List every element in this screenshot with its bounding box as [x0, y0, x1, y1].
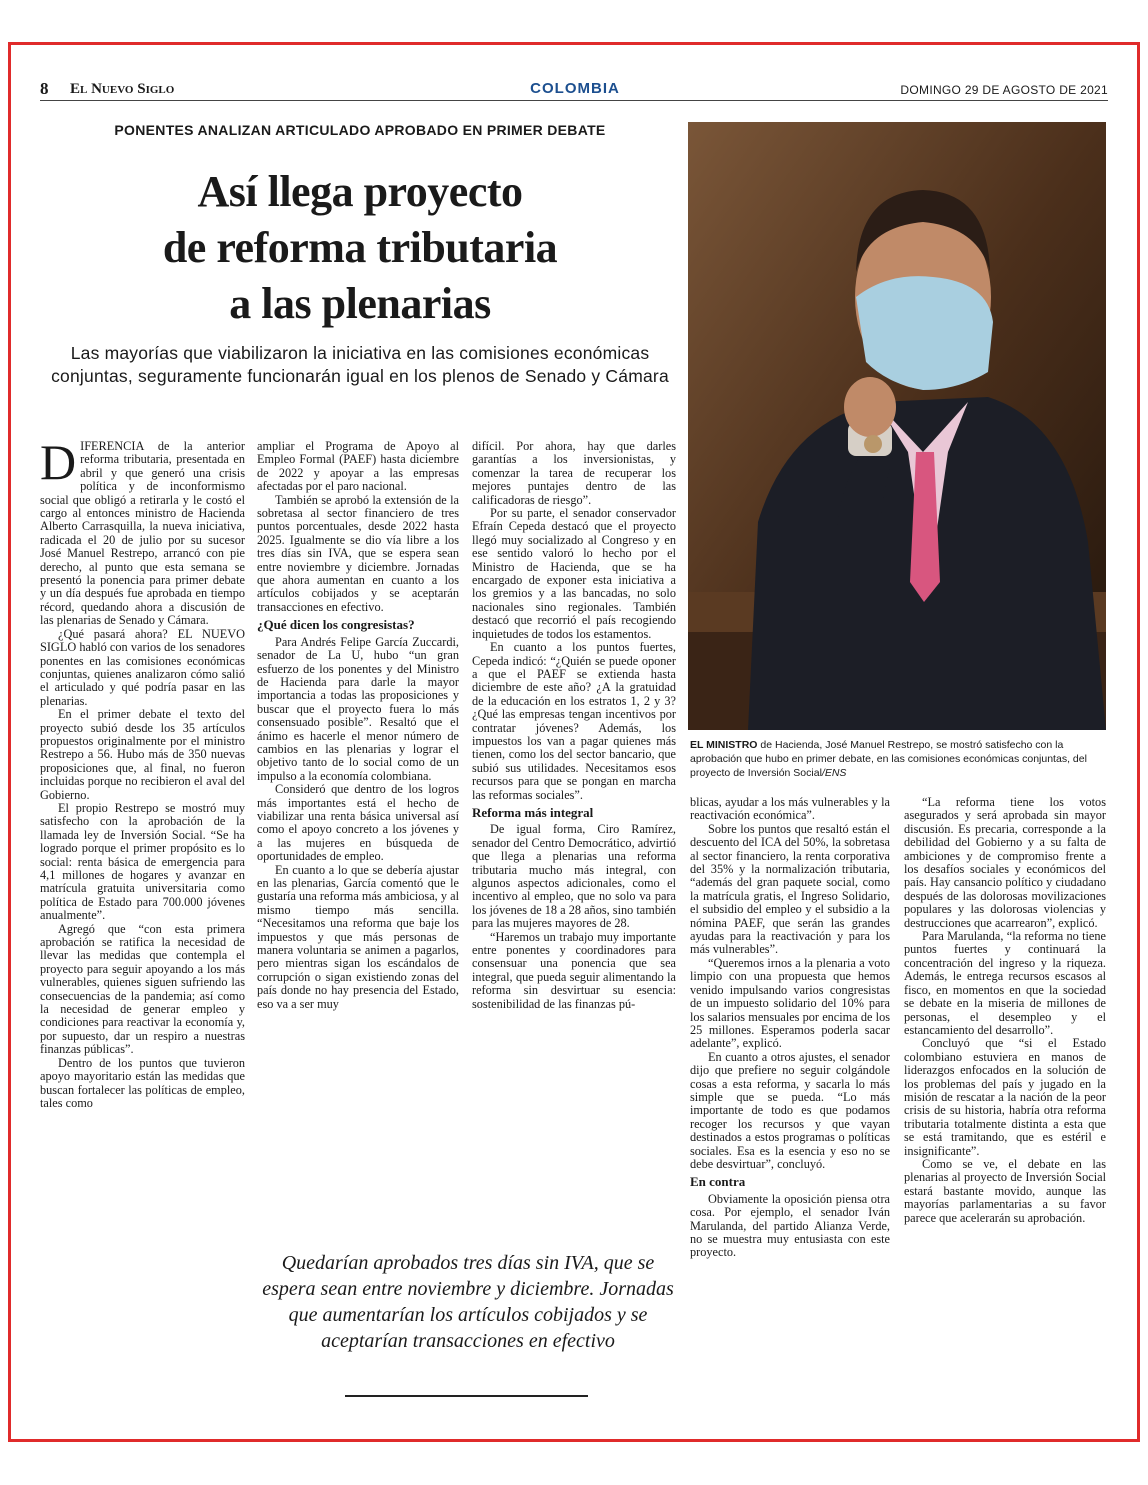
pull-quote: Quedarían aprobados tres días sin IVA, que se espera sean entre noviembre y diciembre. Jornadas que aumentarían los artículos cobijados y se aceptarían transacciones en efectivo [262, 1252, 674, 1352]
caption-text: de Hacienda, José Manuel Restrepo, se mostró satisfecho con la aprobación que hubo en primer debate, en las comisiones económicas conjuntas, del proyecto de Inversión Social [690, 739, 1087, 779]
body-paragraph: difícil. Por ahora, hay que darles garantías a los inversionistas, y comenzar la tarea de recuperar los mejores puntajes dentro de las calificadoras de riesgo”. [472, 439, 676, 507]
body-paragraph: Concluyó que “si el Estado colombiano estuviera en manos de liderazgos enfocados en la solución de los problemas del país y jugado en la misión de rescatar a la nación de la peor crisis de su historia, habría otra reforma tributaria totalmente distinta a esta que se está tramitando, que es estéril e insignificante”. [904, 1036, 1106, 1158]
body-paragraph: Sobre los puntos que resaltó están el descuento del ICA del 50%, la sobretasa al sector financiero, la renta corporativa del 35% y la normalización tributaria, “además del gran paquete social, como la matrícula gratis, el Ingreso Solidario, el subsidio del empleo y el subsidio a la nómina PAEF, que serán las grandes ayudas para la reactivación y para los más vulnerables”. [690, 821, 890, 957]
photo-credit: /ENS [821, 767, 847, 779]
body-paragraph: También se aprobó la extensión de la sobretasa al sector financiero de tres puntos porcentuales, desde 2022 hasta 2025. Igualmente se dio vía libre a los tres días sin IVA, que se espera sean entre noviembre y diciembre. Jornadas que ahora aumentan en cuanto a los artículos cobijados y se aceptarán transacciones en efectivo. [257, 492, 459, 614]
headline-line: Así llega proyecto [197, 167, 523, 216]
body-paragraph: Para Andrés Felipe García Zuccardi, senador de La U, hubo “un gran esfuerzo de los ponentes y del Ministro de Hacienda para darle la mayor importancia a todas las proposiciones y buscar que el proyecto fuera lo más consensuado posible”. Resaltó que el ánimo es hacerle el menor número de cambios en las plenarias y lograr el objetivo tanto de lo social como de un impulso a la economía colombiana. [257, 634, 459, 783]
photo-illustration [688, 122, 1106, 730]
article-column-2 [257, 440, 459, 1011]
body-paragraph: Como se ve, el debate en las plenarias al proyecto de Inversión Social estará bastante movido, aunque las mayorías parlamentarias a su favor parece que acelerarán su aprobación. [904, 1156, 1106, 1225]
drop-cap: D [40, 434, 77, 490]
article-column-1 [40, 434, 245, 1110]
minister-photo [688, 122, 1106, 730]
body-paragraph: ampliar el Programa de Apoyo al Empleo Formal (PAEF) hasta diciembre de 2022 y apoyar a las empresas afectadas por el paro nacional. [257, 439, 459, 494]
body-paragraph: En cuanto a otros ajustes, el senador dijo que prefiere no seguir colgándole cosas a esta reforma, y sacarla lo más simple que se pueda. “Lo más importante de todo es que podamos recoger los recursos y que vayan destinados a estos programas o políticas sociales. Esa es la esencia y eso no se debe desvirtuar”, concluyó. [690, 1049, 890, 1171]
body-paragraph: blicas, ayudar a los más vulnerables y la reactivación económica”. [690, 795, 890, 823]
issue-date: DOMINGO 29 DE AGOSTO DE 2021 [900, 83, 1108, 97]
newspaper-name: El Nuevo Siglo [70, 81, 175, 97]
photo-caption [690, 738, 1104, 780]
body-paragraph: Por su parte, el senador conservador Efraín Cepeda destacó que el proyecto llegó muy socializado al Congreso y en ese sentido valoró lo hecho por el Ministro de Hacienda, que se ha encargado de exponer esta iniciativa a los gremios y a las bancadas, no solo nacionales sino regionales. También destacó que recorrió el país recogiendo inquietudes de todos los estamentos. [472, 506, 676, 641]
body-paragraph: DIFERENCIA de la anterior reforma tributaria, presentada en abril y que generó una crisis política y de inconformismo social que obligó a retirarla y le costó el cargo al entonces ministro de Hacienda Alberto Carrasquilla, la nueva iniciativa, radicada el 20 de julio por su sucesor José Manuel Restrepo, arrancó con pie derecho, al punto que esta semana se presentó la ponencia para primer debate y un día después fue aprobada en tiempo récord, quedando ahora a discusión de las plenarias de Senado y Cámara. [40, 434, 245, 628]
body-paragraph: “La reforma tiene los votos asegurados y será aprobada sin mayor discusión. Es precaria, corresponde a la debilidad del Gobierno y a su falta de ambiciones y de compromiso frente a los desafíos sociales y económicos del país. Hay cansancio político y ciudadano después de las dolorosas movilizaciones populares y las dolorosas violencias y destrucciones que acarrearon”, explicó. [904, 795, 1106, 930]
body-paragraph: “Queremos irnos a la plenaria a voto limpio con una propuesta que hemos venido impulsando varios congresistas de un impuesto solidario del 10% para los salarios mensuales por encima de los 25 millones. Esperamos poderla sacar adelante”, explicó. [690, 955, 890, 1051]
body-paragraph: El propio Restrepo se mostró muy satisfecho con la aprobación de la llamada ley de Inversión Social. “Se ha logrado porque el primer propósito es lo social: renta básica de emergencia para 4,1 millones de hogares y avanzar en matrícula gratuita universitaria como política de Estado para 700.000 jóvenes anualmente”. [40, 800, 245, 923]
caption-lead: EL MINISTRO [690, 739, 758, 751]
body-paragraph: Obviamente la oposición piensa otra cosa. Por ejemplo, el senador Iván Marulanda, del partido Alianza Verde, no se muestra muy entusiasta con este proyecto. [690, 1191, 890, 1260]
body-paragraph: En cuanto a los puntos fuertes, Cepeda indicó: “¿Quién se puede oponer a que el PAEF se extienda hasta diciembre de este año? ¿A la gratuidad de la educación en los estratos 1, 2 y 3? ¿Qué las empresas tengan incentivos por contratar jóvenes? Además, los impuestos los van a pagar quienes más tienen, como los del sector bancario, que subió sus utilidades. Necesitamos esos recursos para que se pongan en marcha las reformas sociales”. [472, 640, 676, 802]
pull-quote-rule [345, 1395, 588, 1397]
body-paragraph: Consideró que dentro de los logros más importantes está el hecho de viabilizar una renta básica universal así como el apoyo concreto a los jóvenes y a las mujeres en búsqueda de oportunidades de empleo. [257, 782, 459, 864]
subheading-reforma-integral: Reforma más integral [472, 804, 594, 820]
body-paragraph: Para Marulanda, “la reforma no tiene puntos fuertes y continuará la concentración del ingreso y la riqueza. Además, le entrega recursos escasos al fisco, en momentos en que la sociedad se debate en la miseria de millones de personas, el desempleo y el estancamiento del desarrollo”. [904, 929, 1106, 1037]
article-column-5 [904, 796, 1106, 1225]
body-paragraph: ¿Qué pasará ahora? EL NUEVO SIGLO habló con varios de los senadores ponentes en las comisiones económicas conjuntas, quienes analizaron cómo salió el articulado y qué podría pasar en las plenarias. [40, 626, 245, 708]
header-rule [40, 100, 1108, 101]
subheading-en-contra: En contra [690, 1174, 746, 1190]
headline-line: a las plenarias [229, 279, 491, 328]
article-column-4 [690, 796, 890, 1260]
article-kicker: PONENTES ANALIZAN ARTICULADO APROBADO EN PRIMER DEBATE [114, 122, 606, 138]
article-headline [40, 164, 680, 332]
section-label: COLOMBIA [530, 80, 620, 97]
subheading-congresistas: ¿Qué dicen los congresistas? [257, 617, 415, 633]
body-paragraph: En el primer debate el texto del proyecto subió desde los 35 artículos propuestos originalmente por el ministro Restrepo a 56. Hubo más de 350 nuevas proposiciones que, al final, no fueron incluidas porque no recibieron el aval del Gobierno. [40, 707, 245, 802]
body-paragraph: Dentro de los puntos que tuvieron apoyo mayoritario están las medidas que buscan fortalecer las políticas de empleo, tales como [40, 1055, 245, 1110]
body-paragraph: “Haremos un trabajo muy importante entre ponentes y coordinadores para consensuar una ponencia que sea integral, que pueda seguir alimentando la reforma sin desvirtuar su esencia: sostenibilidad de las finanzas pú- [472, 929, 676, 1011]
article-subhead: Las mayorías que viabilizaron la iniciativa en las comisiones económicas conjuntas, seguramente funcionarán igual en los plenos de Senado y Cámara [51, 343, 669, 386]
body-paragraph: En cuanto a lo que se debería ajustar en las plenarias, García comentó que le gustaría una reforma más ambiciosa, y al mismo tiempo más sencilla. “Necesitamos una reforma que baje los impuestos y que más personas de manera voluntaria se animen a pagarlos, pero mientras sigan los escándalos de corrupción o sigan existiendo zonas del país donde no hay presencia del Estado, eso va a ser muy [257, 862, 459, 1011]
page-number: 8 [40, 79, 49, 98]
headline-line: de reforma tributaria [162, 223, 558, 272]
body-paragraph: De igual forma, Ciro Ramírez, senador del Centro Democrático, advirtió que llega a plenarias una reforma tributaria mucho más integral, con algunos aspectos adicionales, como el incentivo al empleo, que no solo va para los jóvenes de 18 a 28 años, sino también para las mujeres mayores de 28. [472, 822, 676, 931]
body-paragraph: Agregó que “con esta primera aprobación se ratifica la necesidad de llevar las medidas que contempla el proyecto para seguir apoyando a los más vulnerables, quienes siguen sufriendo las consecuencias de la pandemia; así como la necesidad de generar empleo y condiciones para reactivar la economía y, por supuesto, dar un respiro a nuestras finanzas públicas”. [40, 921, 245, 1057]
article-column-3 [472, 440, 676, 1011]
